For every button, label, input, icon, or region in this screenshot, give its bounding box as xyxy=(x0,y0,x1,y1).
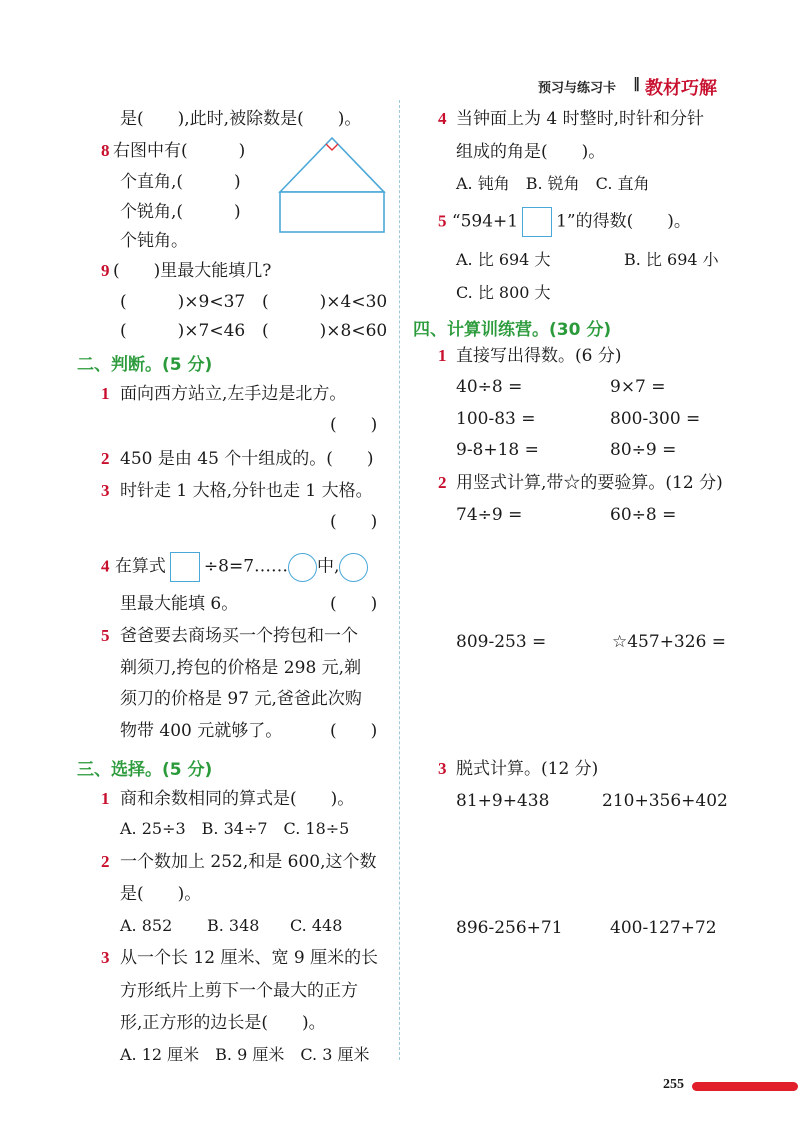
j5-line4: 物带 400 元就够了。 xyxy=(120,721,283,741)
c3-line1: 从一个长 12 厘米、宽 9 厘米的长 xyxy=(120,948,379,968)
j4-text-c: 中, xyxy=(317,556,340,577)
j3-paren: ( ) xyxy=(330,512,378,532)
j4-circle-1 xyxy=(288,553,317,582)
c2-option-b: B. 348 xyxy=(207,916,260,935)
carry-over-line: 是( ),此时,被除数是( )。 xyxy=(120,109,362,129)
column-divider xyxy=(399,100,400,1060)
c3-line3: 形,正方形的边长是( )。 xyxy=(120,1013,326,1033)
header-separator: ‖ xyxy=(633,76,640,92)
j4-text-b: ÷8=7…… xyxy=(203,556,289,577)
q9-d: ( )×8<60 xyxy=(262,321,388,341)
c4-options: A. 钝角 B. 锐角 C. 直角 xyxy=(456,174,650,193)
k3-number: 3 xyxy=(438,759,447,778)
c5-option-c: C. 比 800 大 xyxy=(456,283,551,302)
q9-a: ( )×9<37 xyxy=(120,292,246,312)
k1-item-3: 100-83 = xyxy=(456,409,536,429)
k2-number: 2 xyxy=(438,473,447,492)
page-number-bar xyxy=(692,1082,798,1091)
j4-circle-2 xyxy=(339,553,368,582)
j3-number: 3 xyxy=(101,481,110,500)
q9-b: ( )×4<30 xyxy=(262,292,388,312)
k3-item-2: 210+356+402 xyxy=(602,791,728,811)
c5-option-a: A. 比 694 大 xyxy=(456,250,551,269)
k2-item-4: ☆457+326 = xyxy=(612,632,727,652)
k2-stem: 用竖式计算,带☆的要验算。(12 分) xyxy=(456,473,723,493)
k1-item-2: 9×7 = xyxy=(610,377,666,397)
q8-line2: 个直角,( ) xyxy=(120,172,241,192)
q9-c: ( )×7<46 xyxy=(120,321,246,341)
c2-option-c: C. 448 xyxy=(290,916,343,935)
c5-number: 5 xyxy=(438,211,447,231)
k1-number: 1 xyxy=(438,346,447,365)
c4-line1: 当钟面上为 4 时整时,时针和分针 xyxy=(456,109,705,129)
j4-line2: 里最大能填 6。 xyxy=(120,594,239,614)
section-4-title: 四、计算训练营。(30 分) xyxy=(413,320,612,340)
q9-number: 9 xyxy=(101,261,110,280)
q8-figure xyxy=(276,134,391,234)
section-3-title: 三、选择。(5 分) xyxy=(77,760,213,780)
k3-item-1: 81+9+438 xyxy=(456,791,550,811)
page-number: 255 xyxy=(663,1077,684,1092)
q8-line4: 个钝角。 xyxy=(120,231,188,251)
k1-item-4: 800-300 = xyxy=(610,409,701,429)
c2-number: 2 xyxy=(101,852,110,871)
k1-item-5: 9-8+18 = xyxy=(456,440,539,460)
q8-number: 8 xyxy=(101,141,110,160)
c5-option-b: B. 比 694 小 xyxy=(624,250,719,269)
c1-number: 1 xyxy=(101,789,110,808)
j5-line3: 须刀的价格是 97 元,爸爸此次购 xyxy=(120,689,362,709)
j1-number: 1 xyxy=(101,384,110,403)
j1-text: 面向西方站立,左手边是北方。 xyxy=(120,384,347,404)
q8-line1: 右图中有( ) xyxy=(113,141,246,161)
k2-item-3: 809-253 = xyxy=(456,632,547,652)
k2-item-1: 74÷9 = xyxy=(456,505,523,525)
k2-item-2: 60÷8 = xyxy=(610,505,677,525)
c5-text-a: “594+1 xyxy=(451,211,519,232)
c4-line2: 组成的角是( )。 xyxy=(456,142,606,162)
j5-paren: ( ) xyxy=(330,721,378,741)
q9-stem: ( )里最大能填几? xyxy=(113,261,272,281)
section-2-title: 二、判断。(5 分) xyxy=(77,355,213,375)
header-subtitle: 预习与练习卡 xyxy=(538,81,617,96)
c5-square-box xyxy=(522,207,552,237)
k1-item-6: 80÷9 = xyxy=(610,440,677,460)
c4-number: 4 xyxy=(438,109,447,128)
k3-item-3: 896-256+71 xyxy=(456,918,563,938)
header-title: 教材巧解 xyxy=(645,78,717,99)
j2-text: 450 是由 45 个十组成的。( ) xyxy=(120,449,374,469)
j5-line1: 爸爸要去商场买一个挎包和一个 xyxy=(120,626,358,646)
j4-paren: ( ) xyxy=(330,594,378,614)
j1-paren: ( ) xyxy=(330,415,378,435)
c1-stem: 商和余数相同的算式是( )。 xyxy=(120,789,355,809)
k3-stem: 脱式计算。(12 分) xyxy=(456,759,599,779)
c3-line2: 方形纸片上剪下一个最大的正方 xyxy=(120,981,358,1001)
c2-line1: 一个数加上 252,和是 600,这个数 xyxy=(120,852,377,872)
c3-number: 3 xyxy=(101,948,110,967)
k1-stem: 直接写出得数。(6 分) xyxy=(456,346,622,366)
c2-line2: 是( )。 xyxy=(120,884,202,904)
j3-text: 时针走 1 大格,分针也走 1 大格。 xyxy=(120,481,373,501)
q8-line3: 个锐角,( ) xyxy=(120,202,241,222)
j4-number: 4 xyxy=(101,556,110,576)
j2-number: 2 xyxy=(101,449,110,468)
j5-number: 5 xyxy=(101,626,110,645)
j4-text-a: 在算式 xyxy=(114,556,166,577)
c5-line1 xyxy=(438,207,691,237)
k3-item-4: 400-127+72 xyxy=(610,918,717,938)
c2-option-a: A. 852 xyxy=(120,916,173,935)
j4-line1 xyxy=(101,552,368,582)
k1-item-1: 40÷8 = xyxy=(456,377,523,397)
j5-line2: 剃须刀,挎包的价格是 298 元,剃 xyxy=(120,658,362,678)
c3-options: A. 12 厘米 B. 9 厘米 C. 3 厘米 xyxy=(120,1045,370,1064)
c1-options: A. 25÷3 B. 34÷7 C. 18÷5 xyxy=(120,819,350,838)
c5-text-b: 1”的得数( )。 xyxy=(556,211,691,232)
j4-square-box xyxy=(170,552,200,582)
